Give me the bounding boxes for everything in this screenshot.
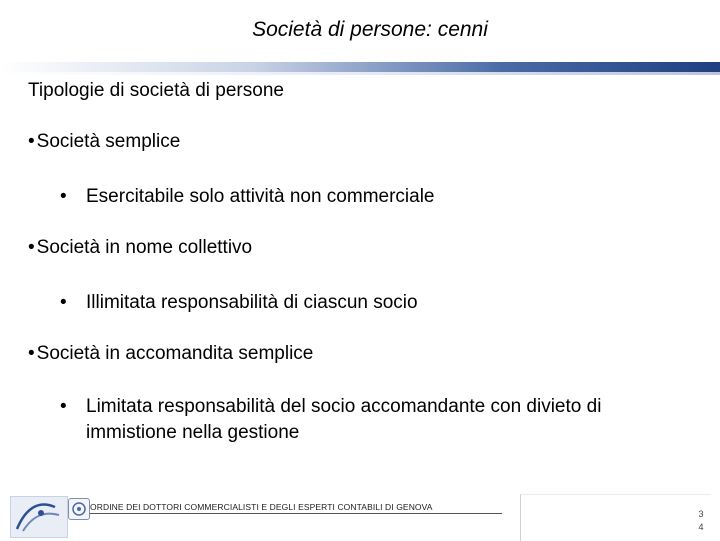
bullet-symbol: • <box>28 131 35 152</box>
footer-right-panel <box>520 494 711 541</box>
sub-bullet-symbol: • <box>60 292 67 313</box>
bullet-item-1 <box>28 131 180 153</box>
slide-title: Società di persone: cenni <box>252 18 488 41</box>
sub-bullet-item-1 <box>60 184 700 210</box>
bullet-label: Società semplice <box>36 131 181 152</box>
bullet-label: Società in nome collettivo <box>36 237 253 258</box>
page-number-line-1: 3 <box>698 509 704 519</box>
bullet-symbol: • <box>28 237 35 258</box>
bullet-item-2 <box>28 237 252 259</box>
bullet-label: Società in accomandita semplice <box>36 343 314 364</box>
org-logo-icon <box>10 496 68 538</box>
seal-icon <box>68 498 90 520</box>
sub-bullet-label: Esercitabile solo attività non commerciale <box>86 186 435 207</box>
title-divider <box>0 62 720 72</box>
sub-bullet-symbol: • <box>60 186 67 207</box>
slide-subtitle: Tipologie di società di persone <box>28 80 284 101</box>
sub-bullet-item-3 <box>60 394 700 446</box>
bullet-item-3 <box>28 343 313 365</box>
page-number <box>696 508 706 534</box>
footer-org-text: ORDINE DEI DOTTORI COMMERCIALISTI E DEGLI ESPERTI CONTABILI DI GENOVA <box>90 502 502 514</box>
page-number-line-2: 4 <box>698 522 704 532</box>
sub-bullet-symbol: • <box>60 396 67 417</box>
title-divider-shadow <box>0 72 720 75</box>
sub-bullet-item-2 <box>60 290 700 316</box>
sub-bullet-label: Illimitata responsabilità di ciascun socio <box>86 292 418 313</box>
sub-bullet-label: Limitata responsabilità del socio accomandante con divieto di immistione nella gestione <box>86 396 602 443</box>
bullet-symbol: • <box>28 343 35 364</box>
